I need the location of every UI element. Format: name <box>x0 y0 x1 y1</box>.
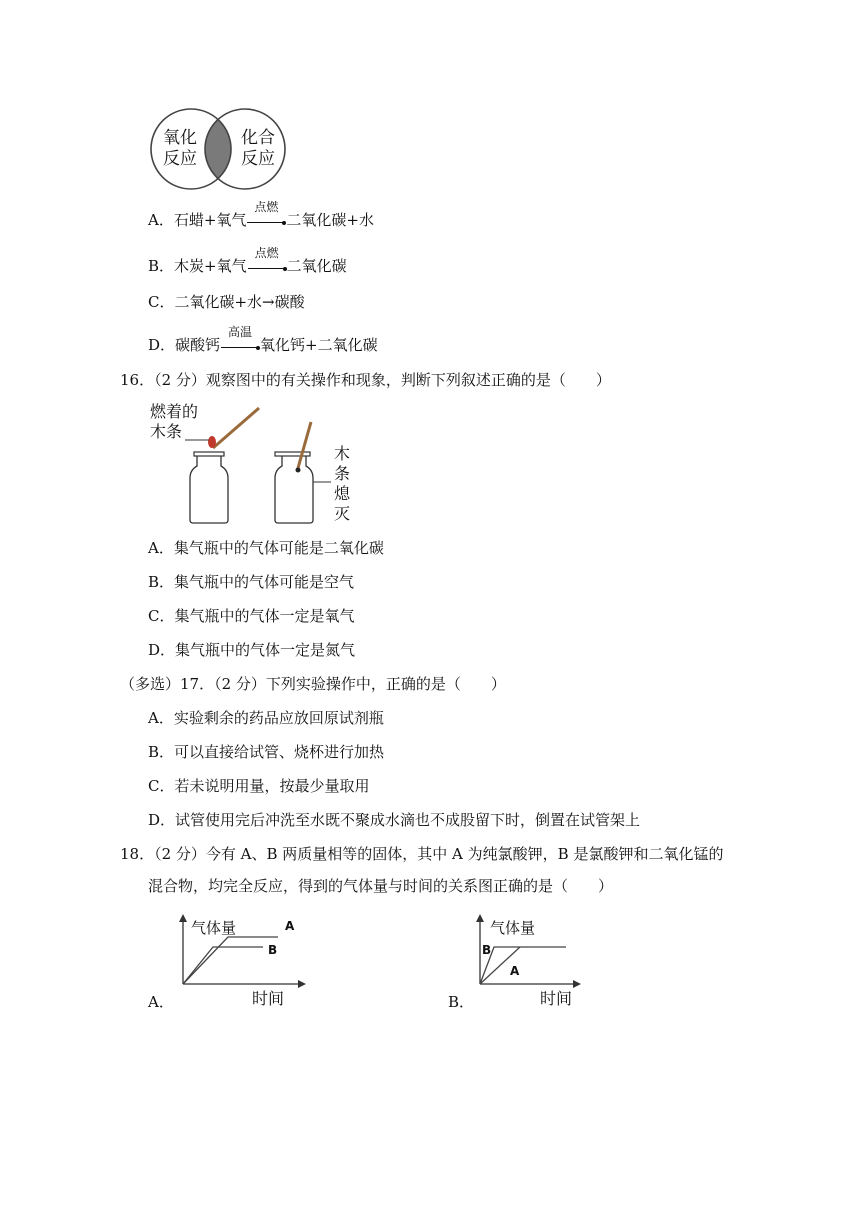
q18-graph-a <box>148 912 308 1012</box>
venn-right-label-1: 化合 <box>241 128 275 148</box>
q16-figure <box>145 404 365 526</box>
q16-stem: 16．（2 分）观察图中的有关操作和现象，判断下列叙述正确的是（ ） <box>120 371 611 389</box>
q15-option-a: A．石蜡+氧气 点燃 二氧化碳+水 <box>148 200 374 229</box>
graph-a-ylabel: 气体量 <box>191 919 237 937</box>
condition-label: 点燃 <box>254 246 279 260</box>
label-out-4: 灭 <box>334 504 351 523</box>
q17-stem: （多选）17．（2 分）下列实验操作中，正确的是（ ） <box>120 675 506 693</box>
venn-right-label-2: 反应 <box>241 149 275 169</box>
line-b <box>480 947 566 984</box>
graph-a-series-a-label: A <box>285 919 295 933</box>
graph-b-letter: B． <box>448 993 475 1011</box>
graph-a-xlabel: 时间 <box>252 989 285 1008</box>
venn-left-label-1: 氧化 <box>163 128 197 148</box>
q15-option-b: B．木炭+氧气 点燃 二氧化碳 <box>148 246 347 275</box>
q16-option-c: C．集气瓶中的气体一定是氧气 <box>148 607 355 625</box>
condition-label: 点燃 <box>254 200 279 214</box>
graph-b-xlabel: 时间 <box>540 989 573 1008</box>
graph-a-series-b-label: B <box>268 943 278 957</box>
q15-option-c: C．二氧化碳+水→碳酸 <box>148 293 305 311</box>
q16-option-a: A．集气瓶中的气体可能是二氧化碳 <box>148 539 384 557</box>
flame-icon <box>208 436 216 448</box>
label-burning-stick-1: 燃着的 <box>150 402 199 421</box>
q16-option-d: D．集气瓶中的气体一定是氮气 <box>148 641 356 659</box>
graph-b-ylabel: 气体量 <box>490 919 536 937</box>
q17-option-a: A．实验剩余的药品应放回原试剂瓶 <box>148 709 384 727</box>
line-a <box>183 937 278 984</box>
q17-option-c: C．若未说明用量，按最少量取用 <box>148 777 370 795</box>
label-out-1: 木 <box>334 444 351 463</box>
label-out-3: 熄 <box>334 484 351 503</box>
q17-option-b: B．可以直接给试管、烧杯进行加热 <box>148 743 385 761</box>
venn-diagram <box>150 106 290 192</box>
line-b <box>183 947 263 984</box>
label-burning-stick-2: 木条 <box>150 422 183 441</box>
venn-left-label-2: 反应 <box>163 149 197 169</box>
graph-b-series-a-label: A <box>510 964 520 978</box>
q18-stem-line2: 混合物，均完全反应，得到的气体量与时间的关系图正确的是（ ） <box>148 877 614 895</box>
q15-option-d: D．碳酸钙 高温 氧化钙+二氧化碳 <box>148 325 378 354</box>
q18-graph-b <box>448 912 608 1012</box>
condition-label: 高温 <box>228 325 253 339</box>
q17-option-d: D．试管使用完后冲洗至水既不聚成水滴也不成股留下时，倒置在试管架上 <box>148 811 641 829</box>
q18-stem-line1: 18．（2 分）今有 A、B 两质量相等的固体，其中 A 为纯氯酸钾，B 是氯酸钾和二氧化锰的 <box>120 845 724 863</box>
q16-option-b: B．集气瓶中的气体可能是空气 <box>148 573 355 591</box>
graph-a-letter: A． <box>148 993 174 1011</box>
graph-b-series-b-label: B <box>482 943 492 957</box>
label-out-2: 条 <box>334 464 351 483</box>
